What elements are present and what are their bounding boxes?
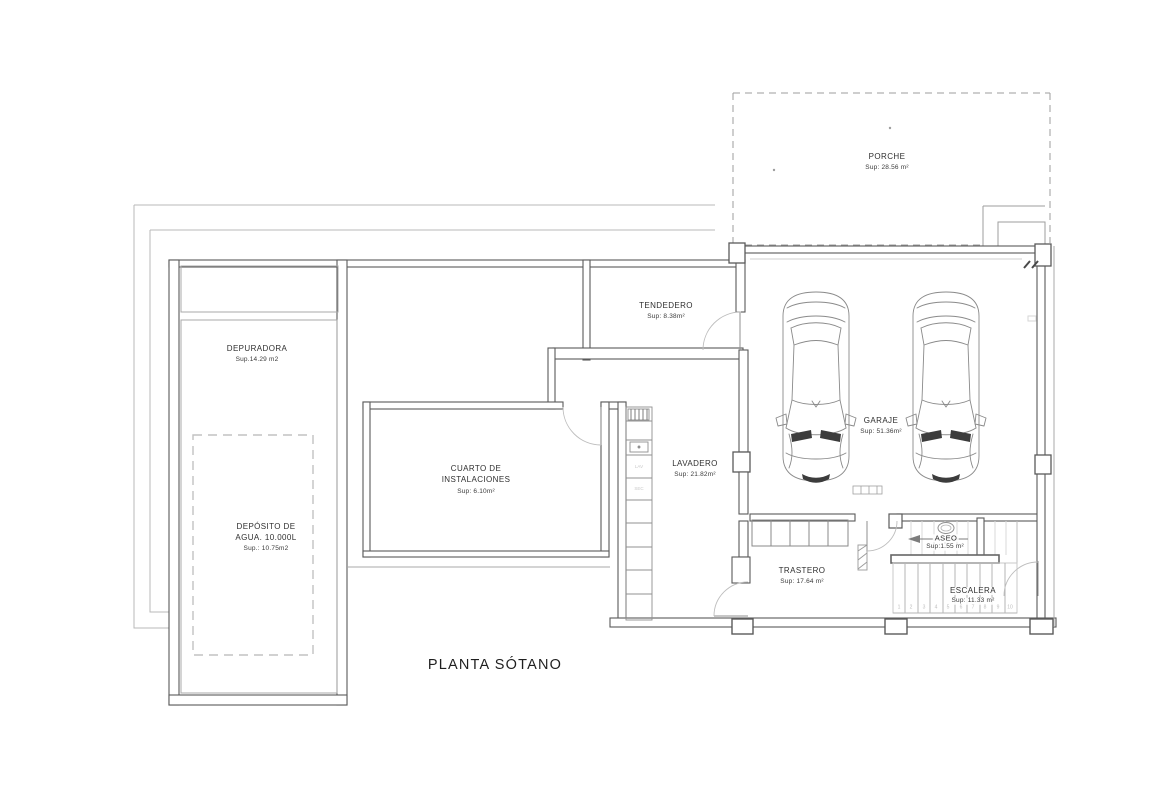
tread-number: 2 xyxy=(909,604,913,611)
tendedero-label: TENDEDERO xyxy=(639,301,693,310)
tendedero-door-arc xyxy=(703,312,741,350)
lavadero-cabinets xyxy=(626,407,652,620)
tread-number: 3 xyxy=(922,604,926,611)
car-icon xyxy=(776,292,856,483)
aseo-sink xyxy=(938,523,954,534)
stair-direction-arrow xyxy=(908,535,920,543)
cuarto-area: Sup: 6.10m² xyxy=(457,487,495,495)
aseo-label: ASEO xyxy=(934,533,958,543)
stair-landing xyxy=(891,555,999,563)
trastero-label: TRASTERO xyxy=(778,566,826,575)
deposito-area: Sup.: 10.75m2 xyxy=(243,544,289,552)
exterior-door-arc xyxy=(1004,562,1038,596)
tread-number: 8 xyxy=(983,604,987,611)
garaje-area: Sup: 51.36m² xyxy=(860,427,902,435)
tread-number: 6 xyxy=(959,604,963,611)
tread-number: 5 xyxy=(946,604,950,611)
tread-number: 1 xyxy=(897,604,901,611)
garaje-label: GARAJE xyxy=(863,416,899,425)
trastero-shelving xyxy=(752,520,848,546)
cuarto-door-arc xyxy=(563,407,601,445)
cabinet-label-sec: SEC xyxy=(634,485,644,491)
tendedero-area: Sup: 8.38m² xyxy=(647,312,685,320)
lavadero-area: Sup: 21.82m² xyxy=(674,470,716,478)
escalera-area: Sup: 11.33 m² xyxy=(951,596,995,604)
depuradora-label: DEPURADORA xyxy=(226,344,288,353)
step-marks xyxy=(1024,261,1038,268)
hatched-pier xyxy=(858,545,867,570)
depuradora-area: Sup.14.29 m2 xyxy=(235,355,279,363)
deposito-label-line2: AGUA. 10.000L xyxy=(235,533,297,542)
garage-details xyxy=(776,261,1038,494)
porche-area: Sup: 28.56 m² xyxy=(865,163,909,171)
aseo-area: Sup:1.55 m² xyxy=(926,542,964,550)
cuarto-label-line2: INSTALACIONES xyxy=(441,475,511,484)
cabinet-label-lav: LAV xyxy=(634,463,644,469)
escalera-label: ESCALERA xyxy=(950,586,996,595)
tread-number: 4 xyxy=(934,604,938,611)
tread-number: 7 xyxy=(971,604,975,611)
porche-label: PORCHE xyxy=(868,152,906,161)
plan-title: PLANTA SÓTANO xyxy=(427,656,563,673)
car-icon xyxy=(906,292,986,483)
tread-number: 10 xyxy=(1007,604,1013,611)
deposito-label-line1: DEPÓSITO DE xyxy=(236,522,296,531)
lavadero-label: LAVADERO xyxy=(672,459,718,468)
trastero-area: Sup: 17.64 m² xyxy=(780,577,824,585)
floor-drain xyxy=(853,486,882,494)
tread-number: 9 xyxy=(996,604,1000,611)
cuarto-label-line1: CUARTO DE xyxy=(450,464,502,473)
lavadero-door-arc xyxy=(714,582,748,616)
